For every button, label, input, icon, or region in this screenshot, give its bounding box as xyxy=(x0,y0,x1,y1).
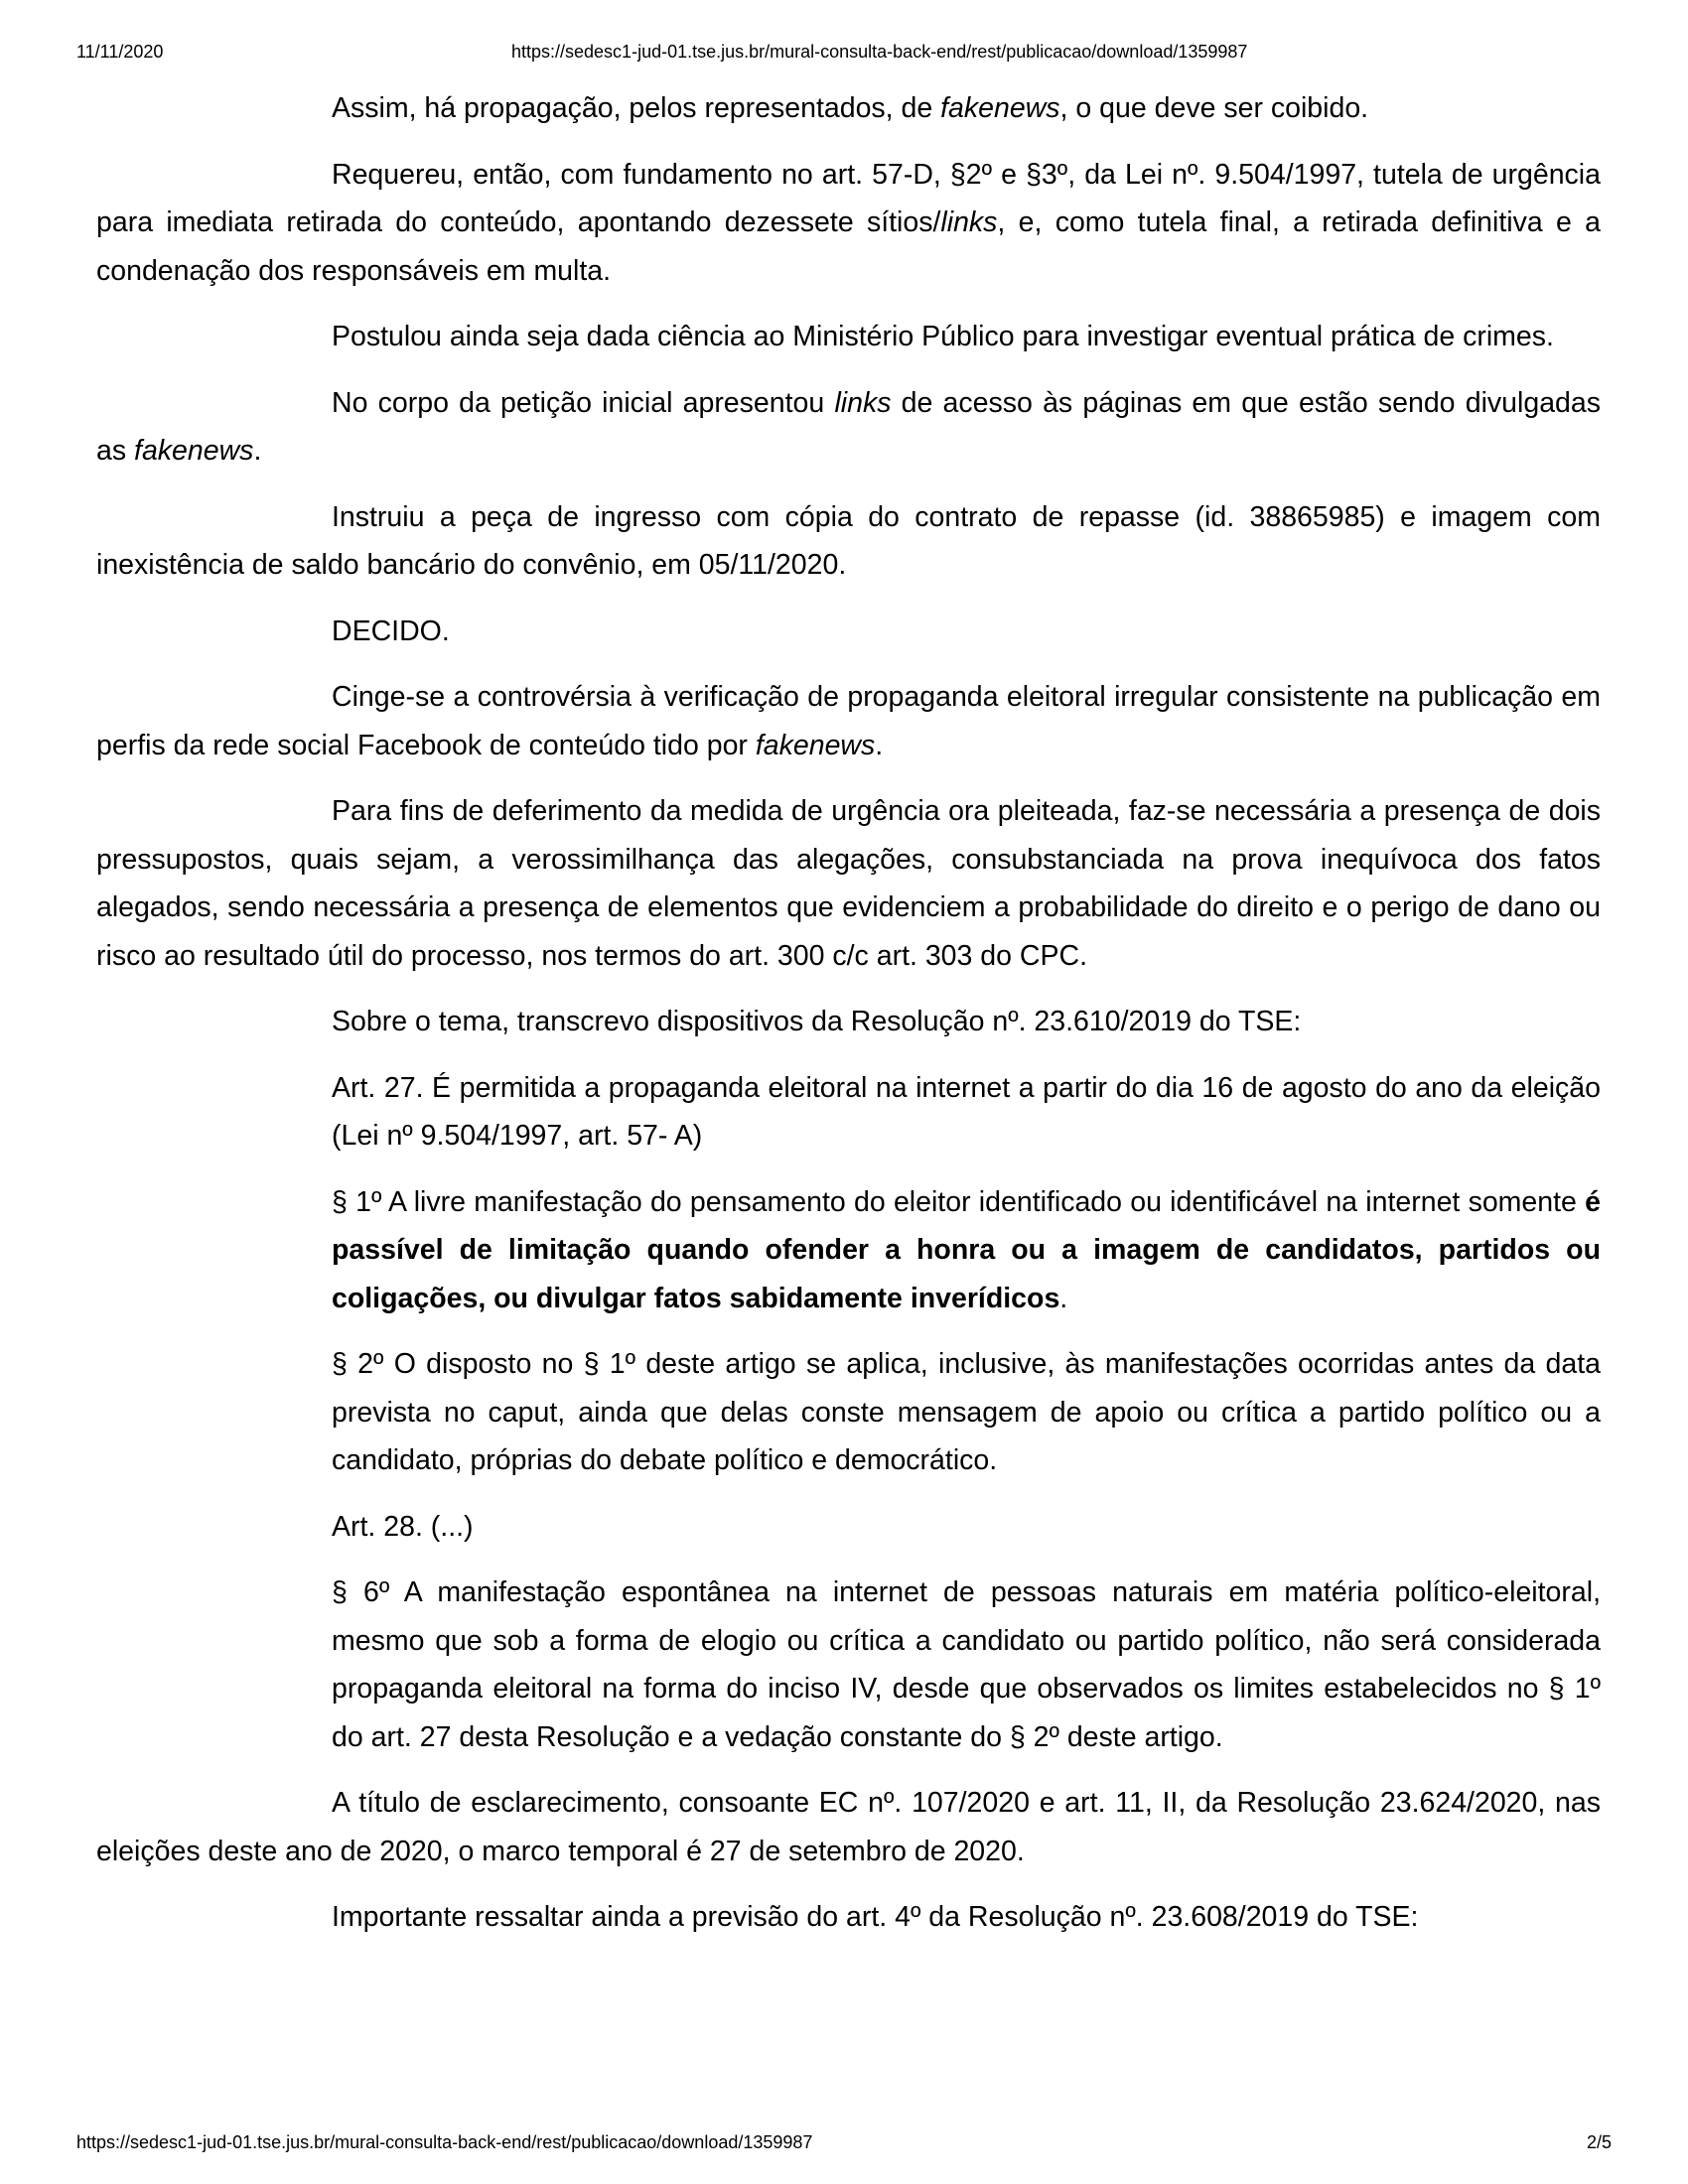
paragraph-sobre-tema: Sobre o tema, transcrevo dispositivos da Resolução nº. 23.610/2019 do TSE: xyxy=(332,1006,1302,1037)
quote-paragrafo-6: § 6º A manifestação espontânea na internet de pessoas naturais em matéria político-eleitoral, mesmo que sob a forma de elogio ou crítica a candidato ou partido político, não será considerada propaganda eleitoral na forma do inciso IV, desde que observados os limites estabelecidos no § 1º do art. 27 desta Resolução e a vedação constante do § 2º deste artigo. xyxy=(332,1576,1601,1753)
paragraph-instruiu: Instruiu a peça de ingresso com cópia do contrato de repasse (id. 38865985) e imagem com inexistência de saldo bancário do convênio, em 05/11/2020. xyxy=(96,500,1601,581)
paragraph-requereu: Requereu, então, com fundamento no art. 57-D, §2º e §3º, da Lei nº. 9.504/1997, tutela de urgência para imediata retirada do conteúdo, apontando dezessete sítios/links, e, como tutela final, a retirada definitiva e a condenação dos responsáveis em multa. xyxy=(96,158,1601,287)
paragraph-corpo-peticao: No corpo da petição inicial apresentou links de acesso às páginas em que estão sendo divulgadas as fakenews. xyxy=(96,386,1601,467)
paragraph-esclarecimento: A título de esclarecimento, consoante EC nº. 107/2020 e art. 11, II, da Resolução 23.624/2020, nas eleições deste ano de 2020, o marco temporal é 27 de setembro de 2020. xyxy=(96,1787,1601,1867)
document-body xyxy=(96,84,1601,1960)
paragraph-fakenews: Assim, há propagação, pelos representados, de fakenews, o que deve ser coibido. xyxy=(332,92,1369,124)
print-footer-url: https://sedesc1-jud-01.tse.jus.br/mural-consulta-back-end/rest/publicacao/download/1359987 xyxy=(76,2132,813,2152)
paragraph-deferimento: Para fins de deferimento da medida de urgência ora pleiteada, faz-se necessária a presença de dois pressupostos, quais sejam, a verossimilhança das alegações, consubstanciada na prova inequívoca dos fatos alegados, sendo necessária a presença de elementos que evidenciem a probabilidade do direito e o perigo de dano ou risco ao resultado útil do processo, nos termos do art. 300 c/c art. 303 do CPC. xyxy=(96,795,1601,972)
paragraph-cinge-se: Cinge-se a controvérsia à verificação de propaganda eleitoral irregular consistente na publicação em perfis da rede social Facebook de conteúdo tido por fakenews. xyxy=(96,681,1601,761)
page-number: 2/5 xyxy=(1586,2132,1612,2152)
quote-art-27: Art. 27. É permitida a propaganda eleitoral na internet a partir do dia 16 de agosto do ano da eleição (Lei nº 9.504/1997, art. 57- A) xyxy=(332,1071,1601,1152)
quote-paragrafo-1: § 1º A livre manifestação do pensamento do eleitor identificado ou identificável na internet somente é passível de limitação quando ofender a honra ou a imagem de candidatos, partidos ou coligações, ou divulgar fatos sabidamente inverídicos. xyxy=(332,1185,1601,1314)
paragraph-decido: DECIDO. xyxy=(332,614,450,647)
print-header-url: https://sedesc1-jud-01.tse.jus.br/mural-consulta-back-end/rest/publicacao/download/1359987 xyxy=(511,42,1248,62)
paragraph-ressaltar: Importante ressaltar ainda a previsão do art. 4º da Resolução nº. 23.608/2019 do TSE: xyxy=(332,1901,1419,1933)
print-date: 11/11/2020 xyxy=(76,42,164,62)
quote-paragrafo-2: § 2º O disposto no § 1º deste artigo se aplica, inclusive, às manifestações ocorridas antes da data prevista no caput, ainda que delas conste mensagem de apoio ou crítica a partido político ou a candidato, próprias do debate político e democrático. xyxy=(332,1348,1601,1476)
quote-art-28: Art. 28. (...) xyxy=(332,1510,474,1543)
paragraph-postulou: Postulou ainda seja dada ciência ao Ministério Público para investigar eventual prática de crimes. xyxy=(332,321,1554,352)
